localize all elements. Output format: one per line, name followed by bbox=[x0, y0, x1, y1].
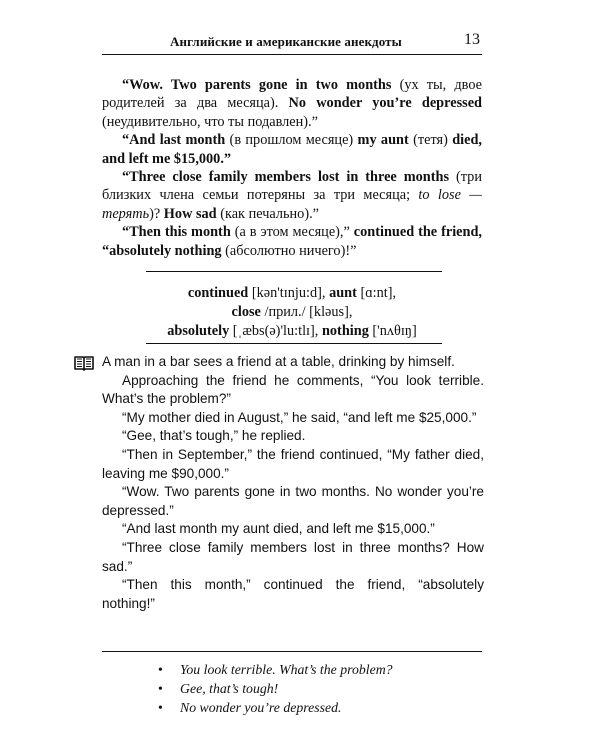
vocab-line: continued [kən'tɪnju:d], aunt [ɑ:nt], bbox=[187, 285, 397, 301]
phrase-item: • You look terrible. What’s the problem? bbox=[158, 662, 393, 677]
phrase-item: • No wonder you’re depressed. bbox=[158, 700, 342, 715]
story-paragraph: Approaching the friend he comments, “You look terrible. What’s the problem?” bbox=[102, 372, 484, 407]
running-header bbox=[102, 30, 482, 55]
vocab-top-rule bbox=[146, 271, 442, 272]
bilingual-paragraph: “Three close family members lost in three months (три близких члена семьи потеряны за три месяца; to lose — терять)? How sad (как печально).” bbox=[102, 169, 482, 222]
phrases-top-rule bbox=[102, 651, 482, 652]
vocabulary-block bbox=[102, 284, 482, 340]
anecdote-text bbox=[102, 353, 484, 613]
bilingual-paragraph: “Wow. Two parents gone in two months (ух ты, двое родителей за два месяца). No wonder you’re depressed (неудивительно, что ты подавлен).” bbox=[102, 77, 482, 130]
story-paragraph: “My mother died in August,” he said, “and left me $25,000.” bbox=[122, 409, 477, 425]
vocab-bottom-rule bbox=[146, 343, 442, 344]
page-number: 13 bbox=[464, 31, 480, 48]
bilingual-paragraph: “Then this month (а в этом месяце),” continued the friend, “absolutely nothing (абсолютно ничего)!” bbox=[102, 224, 482, 259]
running-title: Английские и американские анекдоты bbox=[170, 34, 402, 49]
bullet-icon: • bbox=[158, 662, 163, 677]
key-phrases-list bbox=[158, 660, 478, 717]
vocab-line: absolutely [ˌæbs(ə)'lu:tlɪ], nothing ['nʌθɪŋ] bbox=[167, 322, 417, 339]
bilingual-text bbox=[102, 76, 482, 260]
open-book-icon bbox=[74, 355, 94, 371]
vocab-line: close /прил./ [kləus], bbox=[231, 303, 353, 320]
story-paragraph: “Three close family members lost in three months? How sad.” bbox=[102, 539, 484, 574]
story-paragraph: “Gee, that’s tough,” he replied. bbox=[122, 428, 306, 444]
bullet-icon: • bbox=[158, 700, 163, 715]
bullet-icon: • bbox=[158, 681, 163, 696]
bilingual-paragraph: “And last month (в прошлом месяце) my aunt (тетя) died, and left me $15,000.” bbox=[102, 132, 482, 167]
story-paragraph: A man in a bar sees a friend at a table, drinking by himself. bbox=[102, 354, 455, 369]
story-paragraph: “Then this month,” continued the friend, “absolutely nothing!” bbox=[102, 577, 484, 611]
phrase-item: • Gee, that’s tough! bbox=[158, 681, 279, 696]
story-paragraph: “Then in September,” the friend continued, “My father died, leaving me $90,000.” bbox=[102, 446, 484, 481]
story-paragraph: “And last month my aunt died, and left me $15,000.” bbox=[122, 521, 435, 537]
story-paragraph: “Wow. Two parents gone in two months. No wonder you’re depressed.” bbox=[102, 484, 484, 518]
